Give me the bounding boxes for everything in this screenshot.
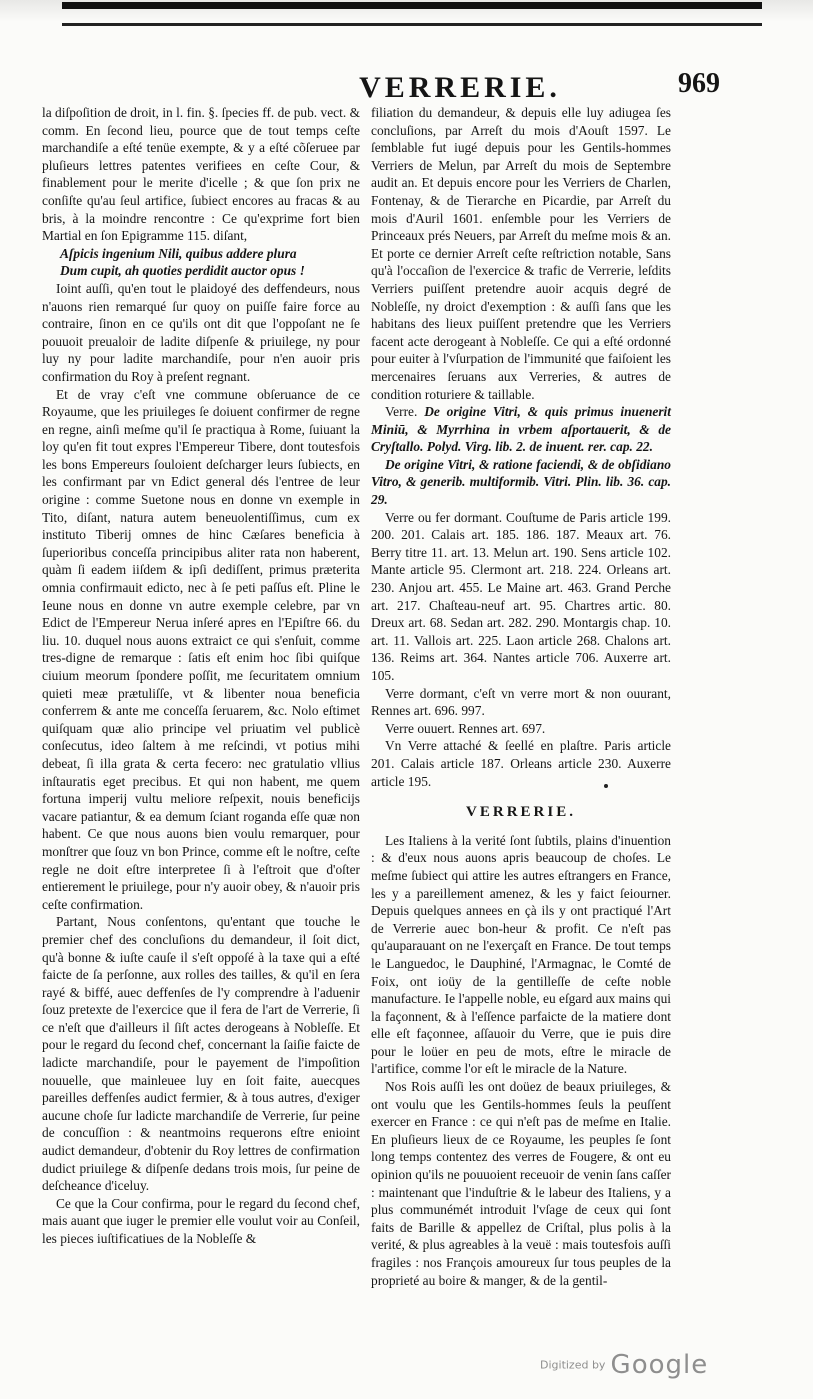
left-paragraph-2: Ioint auſſi, qu'en tout le plaidoyé des deffendeurs, nous n'auons rien remarqué ſur quoy on puiſſe faire force au contraire, ſinon en ce qu'ils ont dit que l'oppoſant ne ſe pouuoit preualoir de ladite diſpenſe & priuilege, ny pour luy ny pour ladite marchandiſe, pour n'en auoir pris confirmation du Roy à preſent regnant. bbox=[42, 280, 360, 384]
left-paragraph-4: Partant, Nous conſentons, qu'entant que touche le premier chef des concluſions du demandeur, il ſoit dict, qu'à bonne & iuſte cauſe il s'eſt oppoſé à la taxe qui a eſté faicte de ſa perſonne, aux rolles des tailles, & qu'il en ſera rayé & biffé, auec deffenſes de l'y comprendre à l'aduenir ſouz pretexte de l'exercice que il fera de l'art de Verrerie, ſi ce n'eſt que d'ailleurs il ſiſt actes derogeans à Nobleſſe. Et pour le regard du ſecond chef, concernant la ſaiſie faicte de ladicte marchandiſe, pour le payement de l'impoſition nouuelle, que mainleuee luy en ſoit faite, auecques pareilles deffenſes audict fermier, & à tous autres, d'exiger aucune choſe ſur ladicte marchandiſe de Verrerie, ſur peine de concuſſion : & neantmoins requerons eſtre enioint audict demandeur, d'obtenir du Roy lettres de confirmation dudict priuilege & diſpenſe dedans trois mois, ſur peine de deſcheance d'iceluy. bbox=[42, 914, 360, 1194]
citation-polydore: De origine Vitri, & quis primus inuenerit Miniū, & Myrrhina in vrbem aſportauerit, & de Cryſtallo. Polyd. Virg. lib. 2. de inuent. rer. cap. 22. bbox=[371, 404, 671, 455]
watermark-prefix: Digitized by bbox=[540, 1358, 606, 1372]
right-paragraph-rois: Nos Rois auſſi les ont doüez de beaux priuileges, & ont voulu que les Gentils-hommes ſeuls la peuſſent exercer en France : ce qui n'eſt pas de meſme en Italie. En pluſieurs lieux de ce Royaume, les peuples ſe ſont long temps contentez des verres de Fougere, & ont eu opinion qu'ils ne pouuoient receuoir de venin ſans caſſer : maintenant que l'induſtrie & le labeur des Italiens, y a plus communémét introduit l'vſage de ceux qui ſont faits de Barille & appellez de Criſtal, plus polis à la verité, & plus agreables à la veuë : mais toutesfois auſſi fragiles : nos François amoureux ſur tous peuples de la proprieté au boire & manger, & de la gentil- bbox=[371, 1079, 671, 1288]
left-paragraph-5: Ce que la Cour confirma, pour le regard du ſecond chef, mais auant que iuger le premier elle voulut voir au Conſeil, les pieces iuſtificatiues de la Nobleſſe & bbox=[42, 1195, 360, 1246]
running-head: VERRERIE. bbox=[359, 71, 561, 104]
epigram-line-2: Dum cupit, ah quoties perdidit auctor opus ! bbox=[60, 263, 305, 279]
ink-speck bbox=[604, 784, 608, 788]
digitized-watermark bbox=[540, 1350, 710, 1380]
left-column bbox=[42, 104, 360, 1249]
left-paragraph-1: la diſpoſition de droit, in l. fin. §. ſpecies ff. de pub. vect. & comm. En ſecond lieu, pource que de tout temps ceſte marchandiſe a eſté tenüe exempte, & y a eſté cõſeruee par pluſieurs lettres patentes verifiees en ceſte Cour, & finablement pour le merite d'icelle ; & que ſon prix ne conſiſte qu'au ſeul artifice, ſubiect encores au fracas & au bris, à la moindre rencontre : Ce qu'exprime fort bien Martial en ſon Epigramme 115. diſant, bbox=[42, 105, 360, 244]
right-paragraph-verre-ouuert: Verre ouuert. Rennes art. 697. bbox=[385, 720, 546, 736]
right-paragraph-rennes: Verre dormant, c'eſt vn verre mort & non ouurant, Rennes art. 696. 997. bbox=[371, 685, 671, 719]
citation-pliny: De origine Vitri, & ratione faciendi, & de obſidiano Vitro, & generib. multiformib. Vitri. Plin. lib. 36. cap. 29. bbox=[371, 456, 671, 508]
page-number: 969 bbox=[678, 68, 720, 99]
section-heading: VERRERIE. bbox=[466, 804, 576, 821]
right-paragraph-italiens: Les Italiens à la verité ſont ſubtils, plains d'inuention : & d'eux nous auons apris beaucoup de choſes. Le meſme ſubiect qui attire les autres eſtrangers en France, les y a pareillement amenez, & les y faict ſeiourner. Depuis quelques annees en çà ils y ont practiqué l'Art de Verrerie auec bon-heur & profit. Ce n'eſt pas qu'auparauant on ne l'exerçaſt en France. De tout temps le Languedoc, le Dauphiné, l'Armagnac, le Comté de Foix, ont ioüy de la gentilleſſe de ceſte noble manufacture. Ie l'appelle noble, eu eſgard aux mains qui la façonnent, & à l'eſſence parfaicte de la matiere dont elle eſt façonnee, aſſauoir du Verre, que ie puis dire pour le loüer en peu de mots, eſtre le miracle de l'artifice, comme l'or eſt le miracle de la Nature. bbox=[371, 832, 671, 1077]
right-paragraph-2 bbox=[371, 403, 671, 456]
google-logo: Google bbox=[610, 1350, 709, 1380]
right-paragraph-verre-dormant: Verre ou fer dormant. Couſtume de Paris article 199. 200. 201. Calais art. 185. 186. 187. Meaux art. 76. Berry titre 11. art. 13. Melun art. 190. Sens article 102. Mante article 95. Clermont art. 218. 224. Orleans art. 230. Anjou art. 455. Le Maine art. 463. Grand Perche art. 217. Chaſteau-neuf art. 95. Chartres artic. 80. Dreux art. 68. Sedan art. 282. 290. Montargis chap. 10. art. 11. Vallois art. 225. Laon article 268. Chalons art. 136. Reims art. 364. Nantes article 706. Auxerre art. 105. bbox=[371, 509, 671, 683]
epigram-line-1: Aſpicis ingenium Nili, quibus addere plura bbox=[60, 245, 297, 261]
right-paragraph-verre-attache: Vn Verre attaché & ſeellé en plaſtre. Paris article 201. Calais article 187. Orleans article 230. Auxerre article 195. bbox=[371, 738, 671, 789]
right-column bbox=[371, 104, 671, 1288]
right-paragraph-1: filiation du demandeur, & depuis elle luy adiugea ſes concluſions, par Arreſt du mois d'Aouſt 1597. Le ſemblable fut iugé depuis pour les Gentils-hommes Verriers de Melun, par Arreſt du mois de Septembre audit an. Et depuis encore pour les Verriers de Charlen, Fontenay, & de Tierarche en Picardie, par Arreſt du mois d'Auril 1601. enſemble pour les Verriers de Princeaux prés Neuers, par Arreſt du meſme mois & an. Et porte ce dernier Arreſt ceſte reſtriction notable, Sans qu'à l'occaſion de l'exercice & trafic de Verrerie, leſdits Verriers puiſſent pretendre auoir acquis degré de Nobleſſe, ny droict d'exemption : & auſſi ſans que les habitans des lieux puiſſent pretendre que les Verriers facent acte derogeant à Nobleſſe. Ce qui a eſté ordonné pour euiter à l'vſurpation de l'immunité que faiſoient les mercenaires ſeruans aux Verreries, & autres de condition roturiere & taillable. bbox=[371, 105, 671, 402]
entry-lead-verre: Verre. bbox=[385, 404, 418, 420]
decorative-head-rule bbox=[62, 2, 762, 26]
left-paragraph-3: Et de vray c'eſt vne commune obſeruance de ce Royaume, que les priuileges ſe doiuent confirmer de regne en regne, ainſi meſme qu'il ſe practiqua à Rome, ſuiuant la loy qu'en fit tout expres l'Empereur Tibere, dont toutesfois les bons Empereurs ſouloient deſcharger leurs ſubiects, en les confirmant par vn Edict general dés l'entree de leur origine : comme Suetone nous en donne vn exemple in Tito, diſant, natura autem beneuolentiſſimus, cum ex instituto Tiberij omnes de hinc Cæſares beneficia à ſuperioribus conceſſa principibus aliter rata non haberent, quàm ſi eadem iiſdem & ipſi dediſſent, primus præterita omnia confirmauit edicto, nec à ſe peti paſſus eſt. Pline le Ieune nous en donne vn autre exemple celebre, par vn Edict de l'Empereur Nerua inſeré apres en l'Epiſtre 66. du liu. 10. duquel nous auons extraict ce qui s'enſuit, comme tres-digne de remarque : ſatis eſt enim hoc ſibi quiſque ciuium meorum ſpondere poſſit, me ſecuritatem omnium quieti meæ prætuliſſe, vt & libenter noua beneficia conferrem & ante me conceſſa ſeruarem, &c. Nolo eſtimet quiſquam quæ alio principe vel priuatim vel publicè conſecutus, ideo ſaltem à me reſcindi, vt potius mihi debeat, ſi illa grata & certa fecero: nec gratulatio vllius inſtauratis eget precibus. Et qui non habent, me quem fortuna imperij vultu meliore reſpexit, nouis beneficijs vacare patiantur, & ea demum ſciant roganda eſſe quæ non habent. Ce que nous auons bien voulu remarquer, pour monſtrer que ſouz vn bon Prince, comme eſt le noſtre, ceſte regle ne doit eſtre interpretee ſi à l'eſtroit que d'oſter entierement le priuilege, pour n'y auoir obey, & n'auoir pris ceſte confirmation. bbox=[42, 386, 360, 912]
